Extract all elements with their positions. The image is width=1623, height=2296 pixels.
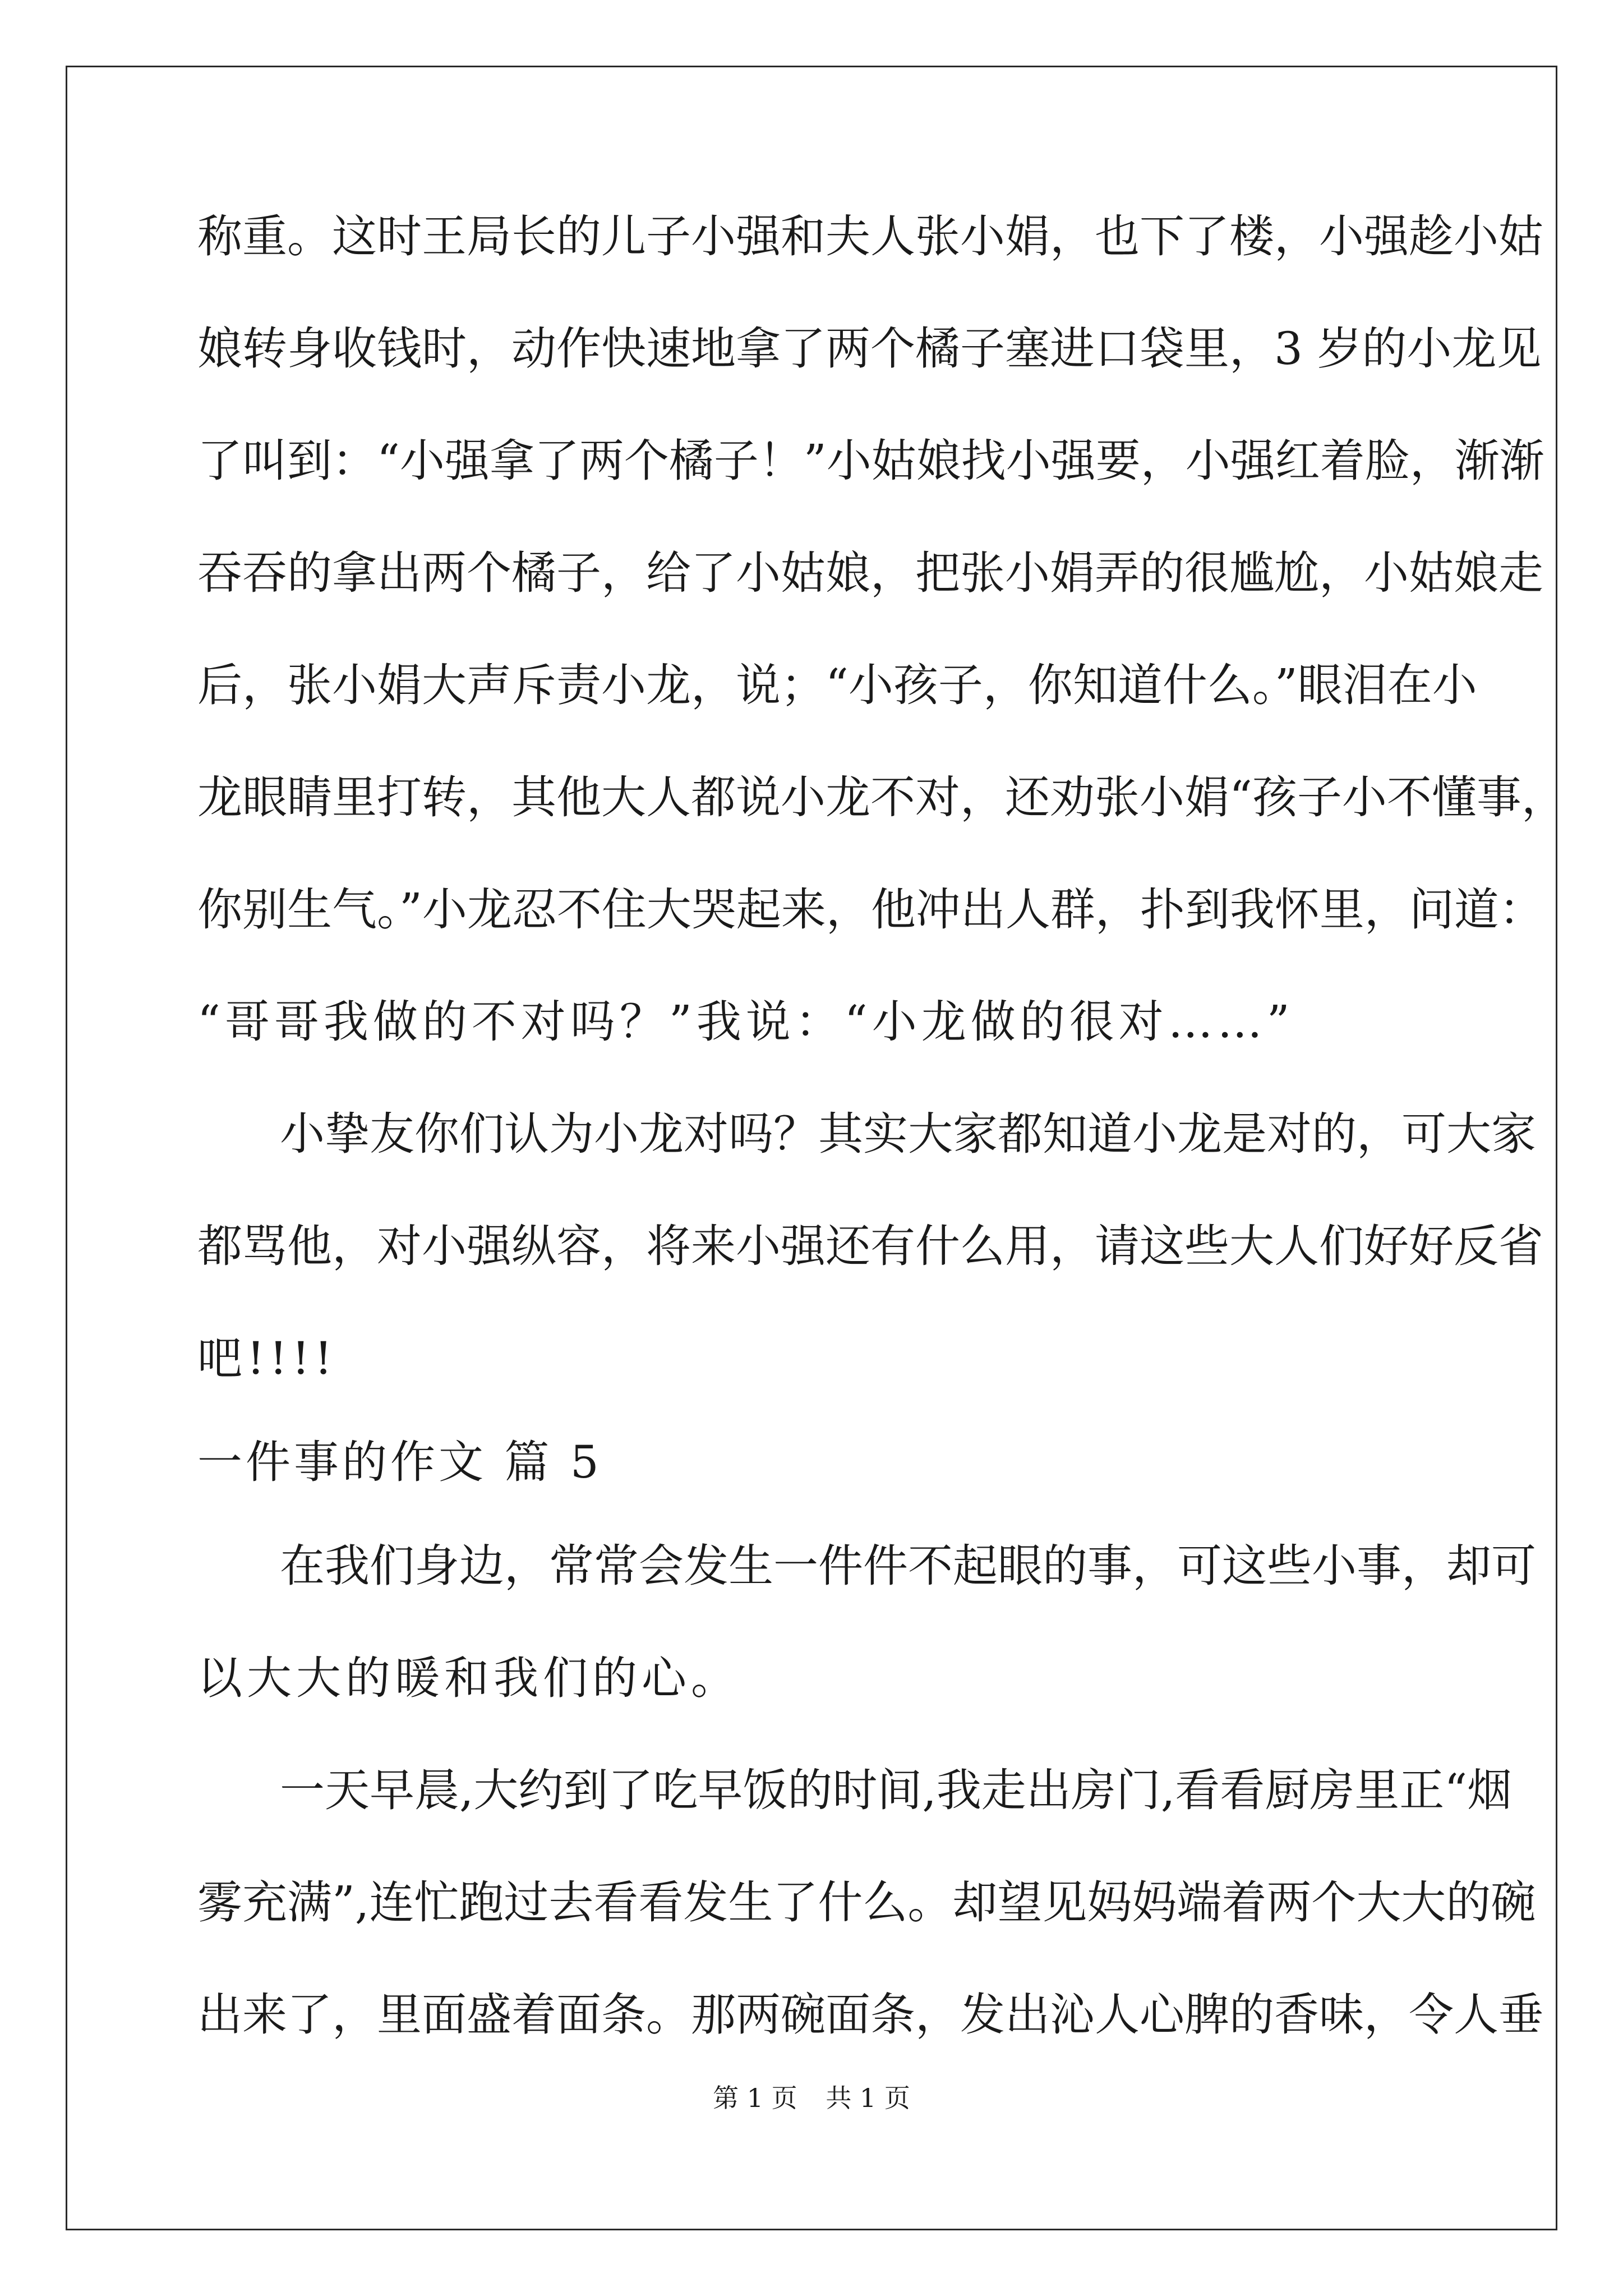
page-number: 第 1 页 [713,2083,797,2113]
section-heading: 一件事的作文 篇 5 [197,1436,602,1488]
page-total: 共 1 页 [826,2083,910,2113]
paragraph-line: 龙眼睛里打转，其他大人都说小龙不对，还劝张小娟“孩子小不懂事， [197,771,1566,823]
paragraph-line: 小挚友你们认为小龙对吗？其实大家都知道小龙是对的，可大家 [280,1108,1536,1160]
paragraph-line: 娘转身收钱时，动作快速地拿了两个橘子塞进口袋里，3 岁的小龙见 [197,323,1542,375]
paragraph-line: 后，张小娟大声斥责小龙，说；“小孩子，你知道什么。”眼泪在小 [197,659,1477,711]
paragraph-line: 吧!!!! [197,1332,337,1384]
paragraph-line: 雾充满”,连忙跑过去看看发生了什么。却望见妈妈端着两个大大的碗 [197,1876,1536,1929]
paragraph-line: 你别生气。”小龙忍不住大哭起来，他冲出人群，扑到我怀里，问道： [197,884,1544,936]
page-footer [0,2081,1623,2115]
paragraph-line: 了叫到：“小强拿了两个橘子！”小姑娘找小强要，小强红着脸，渐渐 [197,435,1544,487]
paragraph-line: 一天早晨,大约到了吃早饭的时间,我走出房门,看看厨房里正“烟 [280,1764,1513,1816]
paragraph-line: 出来了，里面盛着面条。那两碗面条，发出沁人心脾的香味，令人垂 [197,1989,1543,2041]
paragraph-line: 吞吞的拿出两个橘子，给了小姑娘，把张小娟弄的很尴尬，小姑娘走 [197,547,1543,599]
paragraph-line: “哥哥我做的不对吗？”我说：“小龙做的很对……” [197,996,1294,1048]
paragraph-line: 称重。这时王局长的儿子小强和夫人张小娟，也下了楼，小强趁小姑 [197,210,1543,263]
paragraph-line: 都骂他，对小强纵容，将来小强还有什么用，请这些大人们好好反省 [197,1220,1543,1272]
paragraph-line: 以大大的暖和我们的心。 [197,1652,740,1704]
paragraph-line: 在我们身边，常常会发生一件件不起眼的事，可这些小事，却可 [280,1540,1536,1592]
